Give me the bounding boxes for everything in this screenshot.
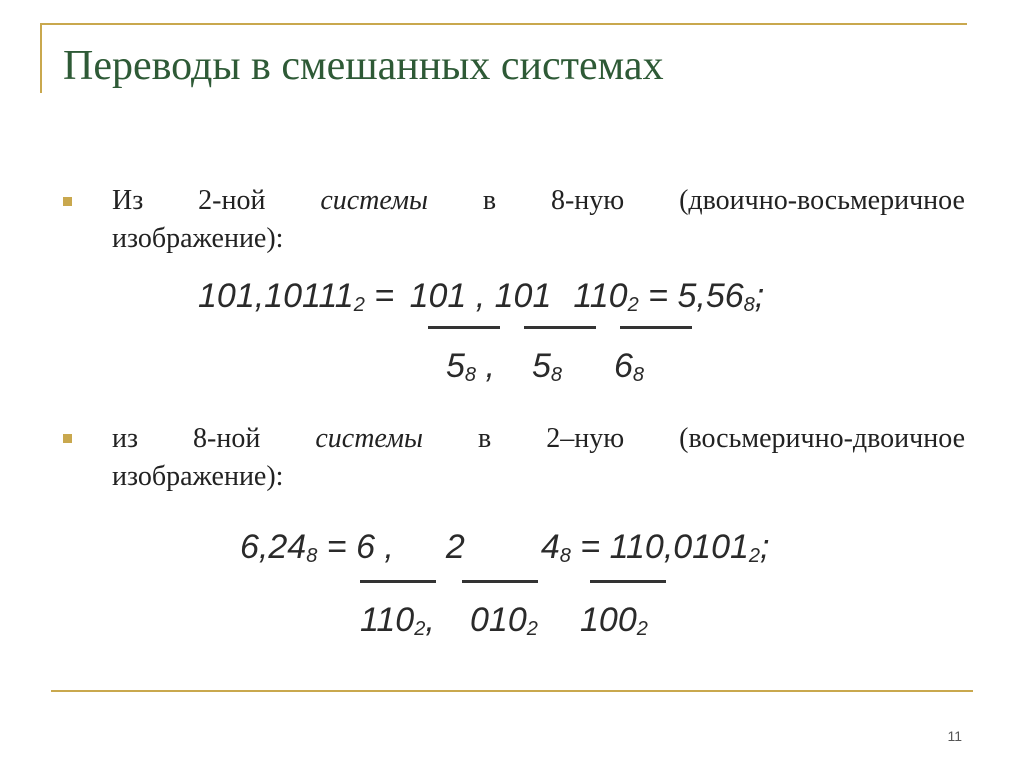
word: Из xyxy=(112,185,144,216)
bullet-2-line-1 xyxy=(112,420,965,458)
base-subscript: 2 xyxy=(627,294,639,316)
formula-text: , xyxy=(374,528,394,566)
formula-text: ; xyxy=(760,528,770,566)
page-number: 11 xyxy=(947,728,962,744)
formula-group: 101 xyxy=(494,277,552,315)
bullet-1-line-1 xyxy=(112,182,965,220)
formula-text: 6,24 xyxy=(240,528,307,566)
formula-text: = xyxy=(317,528,357,566)
base-subscript: 8 xyxy=(743,294,755,316)
formula-1-bar-2 xyxy=(524,326,596,329)
formula-text: 5 xyxy=(532,347,551,385)
formula-2-digit-2 xyxy=(470,600,538,640)
formula-text: 010 xyxy=(470,601,527,639)
bullet-2-line-2: изображение): xyxy=(112,461,284,492)
base-subscript: 8 xyxy=(632,364,645,386)
word: в xyxy=(477,423,492,454)
formula-text: , xyxy=(466,277,495,315)
formula-text: 5,56 xyxy=(677,277,744,315)
word: 2–ную xyxy=(546,423,625,454)
formula-text: = xyxy=(638,277,678,315)
formula-2-bar-1 xyxy=(360,580,436,583)
base-subscript: 8 xyxy=(464,364,477,386)
formula-text: ; xyxy=(754,277,765,315)
formula-text: 100 xyxy=(580,601,637,639)
formula-1-top xyxy=(198,276,764,316)
bullet-1 xyxy=(112,182,965,258)
formula-group: 2 xyxy=(445,528,465,566)
formula-1-digit-2 xyxy=(532,346,562,386)
word: 2-ной xyxy=(198,185,266,216)
formula-text: 110 xyxy=(360,601,415,639)
bullet-2 xyxy=(112,420,965,496)
word: из xyxy=(112,423,139,454)
formula-1-digit-3 xyxy=(614,346,644,386)
formula-2-digit-3 xyxy=(580,600,648,640)
formula-group: 110 xyxy=(573,277,628,315)
formula-text: 101,10111 xyxy=(198,277,354,315)
formula-text: 110,0101 xyxy=(609,528,749,566)
formula-group: 101 xyxy=(409,277,467,315)
formula-1-digit-1 xyxy=(446,346,495,386)
base-subscript: 2 xyxy=(636,618,648,640)
formula-2-top xyxy=(240,527,769,567)
word: 8-ную xyxy=(550,185,625,216)
word: 8-ной xyxy=(193,423,261,454)
formula-text: 6 xyxy=(614,347,633,385)
base-subscript: 2 xyxy=(414,618,426,640)
word-italic: системы xyxy=(315,423,423,454)
bullet-square-icon xyxy=(63,434,72,443)
slide-title: Переводы в смешанных системах xyxy=(63,43,664,89)
base-subscript: 2 xyxy=(526,618,538,640)
formula-group: 4 xyxy=(540,528,560,566)
bullet-1-line-2: изображение): xyxy=(112,223,284,254)
formula-text: = xyxy=(364,277,404,315)
formula-text: = xyxy=(570,528,610,566)
footer-rule xyxy=(51,690,973,692)
formula-2-bar-3 xyxy=(590,580,666,583)
base-subscript: 8 xyxy=(559,545,571,567)
base-subscript: 8 xyxy=(306,545,318,567)
frame-left-rule xyxy=(40,23,42,93)
formula-text: , xyxy=(425,601,435,639)
formula-group: 6 xyxy=(356,528,375,566)
formula-2-digit-1 xyxy=(360,600,435,640)
formula-text: , xyxy=(476,347,495,385)
word-italic: системы xyxy=(320,185,428,216)
word: (двоично-восьмеричное xyxy=(679,185,965,216)
base-subscript: 8 xyxy=(550,364,563,386)
word: в xyxy=(482,185,497,216)
base-subscript: 2 xyxy=(748,545,761,567)
word: (восьмерично-двоичное xyxy=(679,423,965,454)
base-subscript: 2 xyxy=(353,294,365,316)
bullet-square-icon xyxy=(63,197,72,206)
formula-text: 5 xyxy=(446,347,465,385)
formula-1-bar-1 xyxy=(428,326,500,329)
frame-top-rule xyxy=(40,23,967,25)
formula-1-bar-3 xyxy=(620,326,692,329)
formula-2-bar-2 xyxy=(462,580,538,583)
